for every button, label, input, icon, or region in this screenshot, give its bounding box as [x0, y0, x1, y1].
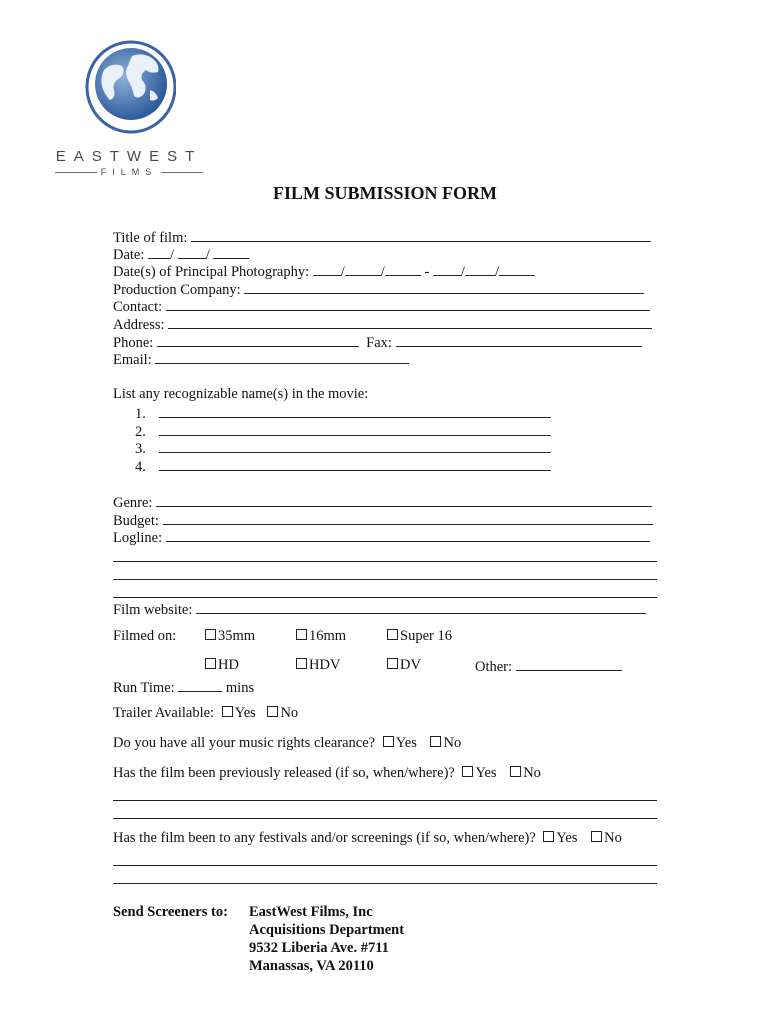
pp-start-month[interactable]	[313, 262, 341, 276]
name-item-3: 3.	[135, 439, 551, 458]
name-field-1[interactable]	[159, 404, 551, 418]
run-time-unit: mins	[225, 680, 255, 696]
festivals-row: Has the film been to any festivals and/or screenings (if so, when/where)? Yes No	[113, 830, 622, 846]
contact-label: Contact:	[113, 299, 163, 315]
fax-field[interactable]	[396, 333, 642, 347]
divider	[55, 172, 97, 173]
music-row: Do you have all your music rights clearance? Yes No	[113, 735, 462, 751]
principal-photography-row: Date(s) of Principal Photography: / / - / /	[113, 262, 535, 281]
address-line-4: Manassas, VA 20110	[249, 958, 374, 974]
option-35mm[interactable]: 35mm	[205, 628, 255, 645]
other-field[interactable]	[516, 657, 622, 671]
logline-line[interactable]	[113, 561, 657, 562]
logline-label: Logline:	[113, 530, 163, 546]
logline-line[interactable]	[113, 579, 657, 580]
address-row	[113, 315, 652, 334]
genre-row	[113, 493, 652, 512]
address-line-2: Acquisitions Department	[249, 922, 405, 938]
pp-start-year[interactable]	[385, 262, 421, 276]
film-website-row	[113, 600, 646, 619]
released-no-checkbox[interactable]	[510, 766, 521, 777]
phone-label: Phone:	[113, 335, 154, 351]
date-row: Date: / /	[113, 245, 249, 264]
checkbox[interactable]	[296, 658, 307, 669]
page-title: FILM SUBMISSION FORM	[272, 183, 497, 203]
brand-sub-text: FILMS	[100, 167, 158, 177]
divider	[161, 172, 203, 173]
film-website-label: Film website:	[113, 602, 193, 618]
genre-field[interactable]	[156, 493, 652, 507]
contact-row	[113, 297, 650, 316]
date-month-field[interactable]	[148, 245, 170, 259]
name-field-4[interactable]	[159, 457, 551, 471]
address-line-3: 9532 Liberia Ave. #711	[249, 940, 389, 956]
released-row: Has the film been previously released (if so, when/where)? Yes No	[113, 765, 541, 781]
checkbox[interactable]	[205, 629, 216, 640]
fax-label: Fax:	[366, 335, 392, 351]
phone-field[interactable]	[157, 333, 359, 347]
name-item-2: 2.	[135, 422, 551, 441]
trailer-label: Trailer Available:	[113, 705, 215, 721]
music-yes-checkbox[interactable]	[383, 736, 394, 747]
run-time-label: Run Time:	[113, 680, 175, 696]
address-field[interactable]	[168, 315, 652, 329]
address-line-1: EastWest Films, Inc	[249, 904, 373, 920]
festivals-label: Has the film been to any festivals and/or screenings (if so, when/where)?	[113, 830, 536, 846]
pp-end-year[interactable]	[499, 262, 535, 276]
option-hdv[interactable]: HDV	[296, 657, 340, 674]
music-no-checkbox[interactable]	[430, 736, 441, 747]
checkbox[interactable]	[387, 658, 398, 669]
budget-field[interactable]	[163, 511, 653, 525]
festivals-line[interactable]	[113, 865, 657, 866]
trailer-yes-checkbox[interactable]	[222, 706, 233, 717]
title-of-film-field[interactable]	[191, 228, 651, 242]
names-prompt: List any recognizable name(s) in the movie:	[113, 386, 369, 402]
released-yes-checkbox[interactable]	[462, 766, 473, 777]
trailer-row: Trailer Available: Yes No	[113, 705, 299, 721]
date-label: Date:	[113, 247, 145, 263]
film-website-field[interactable]	[196, 600, 646, 614]
title-of-film-label: Title of film:	[113, 230, 188, 246]
other-label: Other:	[475, 659, 513, 675]
pp-start-day[interactable]	[345, 262, 381, 276]
eastwest-logo	[40, 40, 220, 180]
send-screeners-label: Send Screeners to:	[113, 904, 228, 920]
brand-name: EASTWEST	[55, 148, 203, 165]
checkbox[interactable]	[387, 629, 398, 640]
principal-photography-label: Date(s) of Principal Photography:	[113, 264, 310, 280]
name-field-2[interactable]	[159, 422, 551, 436]
name-item-4: 4.	[135, 457, 551, 476]
logline-line[interactable]	[113, 597, 657, 598]
name-item-1: 1.	[135, 404, 551, 423]
contact-field[interactable]	[166, 297, 650, 311]
date-day-field[interactable]	[178, 245, 206, 259]
email-label: Email:	[113, 352, 152, 368]
released-label: Has the film been previously released (if so, when/where)?	[113, 765, 455, 781]
email-field[interactable]	[155, 350, 409, 364]
option-dv[interactable]: DV	[387, 657, 421, 674]
music-label: Do you have all your music rights clearance?	[113, 735, 376, 751]
run-time-field[interactable]	[178, 678, 222, 692]
option-16mm[interactable]: 16mm	[296, 628, 346, 645]
budget-label: Budget:	[113, 513, 159, 529]
genre-label: Genre:	[113, 495, 153, 511]
globe-icon	[84, 40, 176, 134]
logline-row	[113, 528, 650, 547]
festivals-line[interactable]	[113, 883, 657, 884]
name-field-3[interactable]	[159, 439, 551, 453]
date-year-field[interactable]	[213, 245, 249, 259]
festivals-yes-checkbox[interactable]	[543, 831, 554, 842]
option-super16[interactable]: Super 16	[387, 628, 452, 645]
released-line[interactable]	[113, 818, 657, 819]
other-row	[475, 657, 622, 676]
filmed-on-label: Filmed on:	[113, 628, 177, 644]
production-company-field[interactable]	[244, 280, 644, 294]
checkbox[interactable]	[205, 658, 216, 669]
address-label: Address:	[113, 317, 165, 333]
checkbox[interactable]	[296, 629, 307, 640]
email-row	[113, 350, 409, 369]
production-company-label: Production Company:	[113, 282, 241, 298]
trailer-no-checkbox[interactable]	[267, 706, 278, 717]
pp-end-month[interactable]	[433, 262, 461, 276]
festivals-no-checkbox[interactable]	[591, 831, 602, 842]
released-line[interactable]	[113, 800, 657, 801]
option-hd[interactable]: HD	[205, 657, 239, 674]
pp-end-day[interactable]	[465, 262, 495, 276]
logline-field[interactable]	[166, 528, 650, 542]
run-time-row	[113, 678, 254, 697]
brand-subtitle	[40, 167, 218, 177]
